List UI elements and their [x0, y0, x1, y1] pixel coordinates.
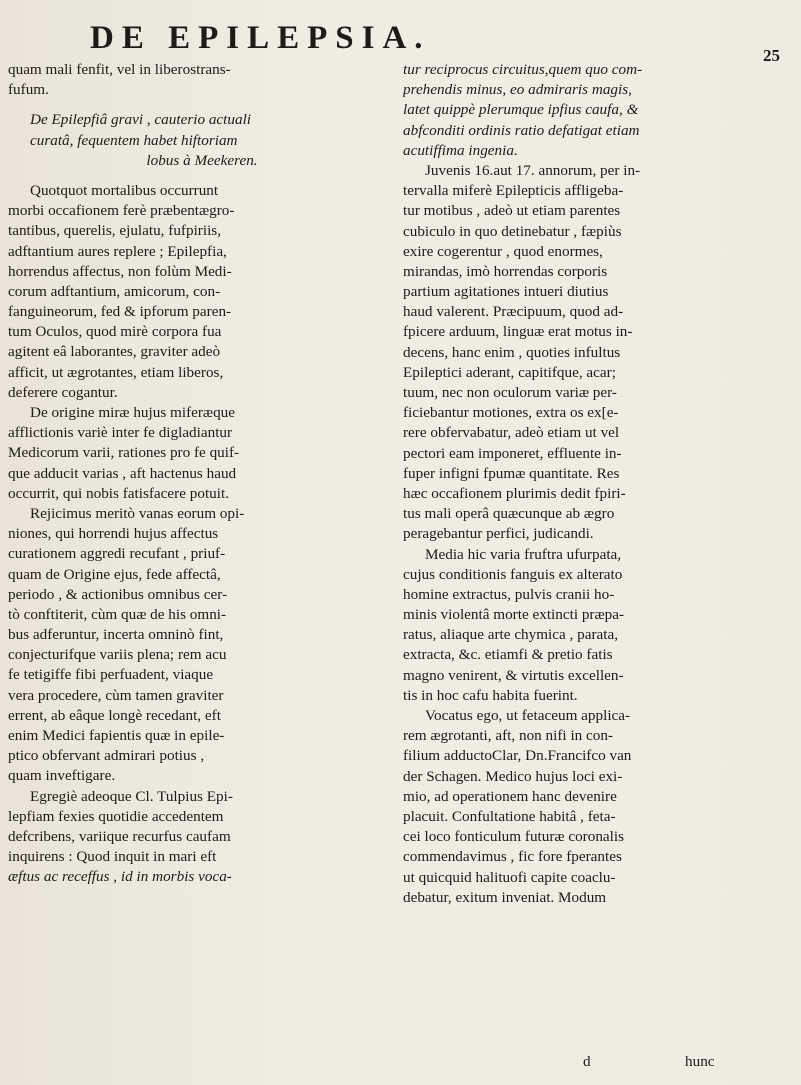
text-line: vera procedere, cùm tamen graviter [8, 686, 224, 704]
text-line: conjecturifque variis plena; rem acu [8, 646, 227, 664]
right-text-column [403, 60, 793, 1080]
text-line: haud valerent. Præcipuum, quod ad- [403, 303, 624, 321]
left-text-column [8, 60, 396, 1080]
signature-mark: d [583, 1053, 591, 1070]
text-line: mio, ad operationem hanc devenire [403, 787, 617, 805]
text-line: afficit, ut ægrotantes, etiam liberos, [8, 363, 224, 381]
text-line: pectori eam imponeret, effluente in- [403, 444, 622, 462]
text-line: extracta, &c. etiamfi & pretio fatis [403, 646, 613, 664]
text-line: lobus à Meekeren. [146, 151, 258, 169]
text-line: fanguineorum, fed & ipforum paren- [8, 303, 232, 321]
text-line: minis violentâ morte extincti præpa- [403, 606, 625, 624]
text-line: ficiebantur motiones, extra os ex[e- [403, 404, 619, 422]
text-line: agitent eâ laborantes, graviter adeò [8, 343, 221, 361]
text-line: homine extractus, pulvis cranii ho- [403, 585, 615, 603]
text-line: quam de Origine ejus, fede affectâ, [8, 565, 221, 583]
text-line: Quotquot mortalibus occurrunt [30, 181, 219, 199]
text-line: peragebantur perfici, judicandi. [403, 525, 594, 543]
text-line: Epileptici aderant, capitifque, acar; [403, 363, 616, 381]
text-line: defcribens, variique recurfus caufam [8, 827, 231, 845]
text-line: tis in hoc cafu habita fuerint. [403, 686, 578, 704]
text-line: cubiculo in quo detinebatur , fæpiùs [403, 222, 622, 240]
text-line: errent, ab eâque longè recedant, eft [8, 706, 221, 724]
text-line: tò conftiterit, cùm quæ de his omni- [8, 605, 227, 623]
text-line: tur reciprocus circuitus,quem quo com- [403, 61, 643, 78]
text-line: fufum. [8, 81, 49, 99]
text-line: ratus, aliaque arte chymica , parata, [403, 626, 619, 644]
text-line: prehendis minus, eo admiraris magis, [403, 81, 632, 99]
text-line: exire cogerentur , quod enormes, [403, 242, 603, 260]
text-line: Rejicimus meritò vanas eorum opi- [30, 504, 245, 522]
text-line: deferere cogantur. [8, 383, 118, 401]
text-line: bus adferuntur, incerta omninò fint, [8, 626, 224, 644]
text-line: cei loco fonticulum futuræ coronalis [403, 828, 625, 846]
text-line: que adducit varias , aft hactenus haud [8, 464, 237, 482]
right-column-lines [403, 60, 793, 908]
text-line: horrendus affectus, non folùm Medi- [8, 262, 232, 280]
text-line: ptico obfervant admirari potius , [8, 747, 205, 765]
text-line: filium adductoClar, Dn.Francifco van [403, 747, 632, 765]
text-line: Medicorum varii, rationes pro fe quif- [8, 444, 240, 462]
text-line: acutiffima ingenia. [403, 141, 518, 159]
running-head [90, 20, 790, 65]
text-line: latet quippè plerumque ipfius caufa, & [403, 101, 639, 119]
spacer [8, 100, 396, 110]
text-line: Media hic varia fruftra ufurpata, [425, 545, 622, 563]
text-line: commendavimus , fic fore fperantes [403, 848, 622, 866]
text-line: tum Oculos, quod mirè corpora fua [8, 323, 222, 341]
text-line: hæc occafionem plurimis dedit fpiri- [403, 484, 626, 502]
text-line: æftus ac receffus , id in morbis voca- [8, 868, 232, 886]
text-line: tus mali operâ quæcunque ab ægro [403, 505, 615, 523]
text-line: lepfiam fexies quotidie accedentem [8, 807, 224, 825]
text-line: morbi occafionem ferè præbentægro- [8, 202, 235, 220]
text-line: fpicere arduum, linguæ erat motus in- [403, 323, 633, 341]
text-line: curationem aggredi recufant , priuf- [8, 545, 226, 563]
text-line: abfconditi ordinis ratio defatigat etiam [403, 121, 640, 139]
text-line: enim Medici fapientis quæ in epile- [8, 727, 225, 744]
text-line: debatur, exitum inveniat. Modum [403, 888, 607, 906]
text-line: ut quicquid halituofi capite coaclu- [403, 868, 616, 886]
text-line: decens, hanc enim , quoties infultus [403, 343, 621, 361]
text-line: tervalla miferè Epilepticis affligeba- [403, 182, 624, 200]
text-line: Vocatus ego, ut fetaceum applica- [425, 707, 631, 724]
catchword: hunc [685, 1053, 715, 1070]
running-head-title: DE EPILEPSIA. [90, 20, 431, 56]
text-line: placuit. Confultatione habitâ , feta- [403, 807, 616, 825]
text-line: partium agitationes intueri diutius [403, 283, 609, 301]
text-line: tur motibus , adeò ut etiam parentes [403, 202, 621, 220]
text-line: De origine miræ hujus miferæque [30, 404, 235, 421]
text-line: tuum, nec non oculorum variæ per- [403, 384, 617, 401]
text-line: Juvenis 16.aut 17. annorum, per in- [425, 161, 641, 179]
text-line: cujus conditionis fanguis ex alterato [403, 565, 623, 583]
text-line: fuper infigni fpumæ quantitate. Res [403, 464, 620, 482]
spacer [8, 171, 396, 181]
page-number: 25 [763, 46, 780, 65]
text-line: der Schagen. Medico hujus loci exi- [403, 767, 623, 785]
text-line: adftantium aures replere ; Epilepfia, [8, 242, 227, 260]
text-line: corum adftantium, amicorum, con- [8, 282, 221, 300]
text-line: quam mali fenfit, vel in liberostrans- [8, 61, 231, 78]
text-line: periodo , & actionibus omnibus cer- [8, 585, 228, 603]
text-line: De Epilepfiâ gravi , cauterio actuali [30, 111, 252, 129]
text-line: rem ægrotanti, aft, non nifi in con- [403, 727, 614, 745]
text-line: curatâ, fequentem habet hiftoriam [30, 131, 238, 149]
text-line: quam inveftigare. [8, 767, 116, 785]
text-line: rere obfervabatur, adeò etiam ut vel [403, 424, 620, 442]
catchword-line [403, 1052, 793, 1072]
text-line: mirandas, imò horrendas corporis [403, 262, 608, 280]
text-line: Egregiè adeoque Cl. Tulpius Epi- [30, 787, 233, 805]
text-line: magno venirent, & virtutis excellen- [403, 666, 624, 684]
text-line: tantibus, querelis, ejulatu, fufpiriis, [8, 222, 222, 240]
text-line: afflictionis variè inter fe digladiantur [8, 424, 233, 442]
text-line: occurrit, qui nobis fatisfacere potuit. [8, 484, 229, 502]
text-line: fe tetigiffe fibi perfuadent, viaque [8, 666, 214, 684]
text-line: niones, qui horrendi hujus affectus [8, 525, 219, 543]
text-line: inquirens : Quod inquit in mari eft [8, 848, 217, 866]
